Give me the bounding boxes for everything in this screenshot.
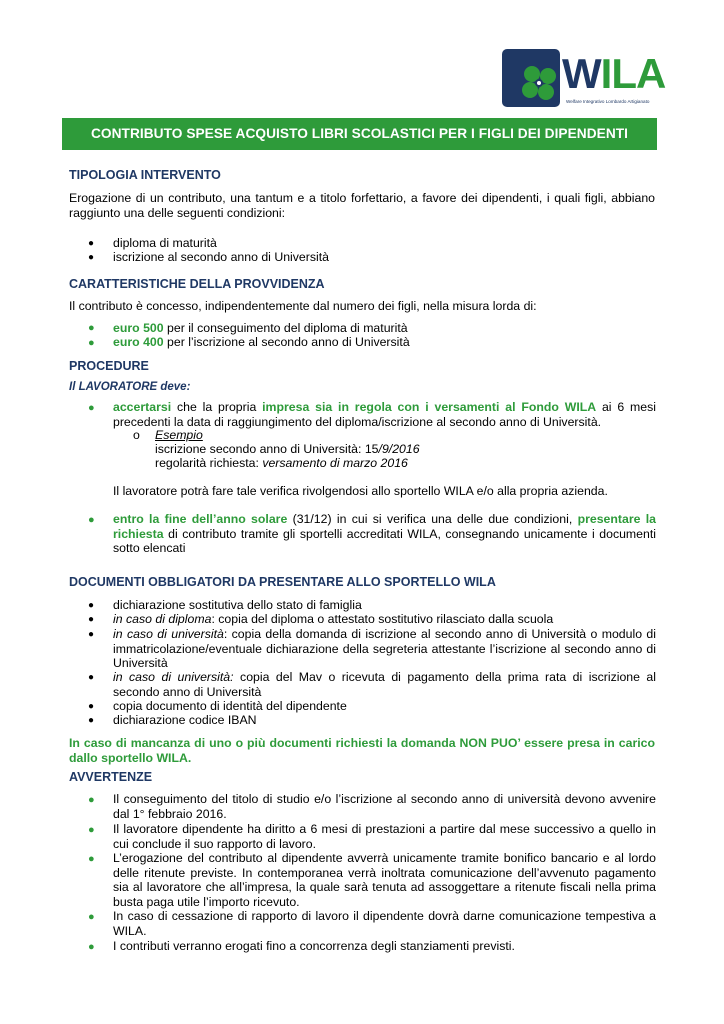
bullet-icon: ● xyxy=(88,600,95,611)
bullet-icon: ● xyxy=(88,911,95,923)
bullet-icon: ● xyxy=(88,252,95,263)
list-item: Il conseguimento del titolo di studio e/o l’iscrizione al secondo anno di università devono avvenire dal 1° febbraio 2016. xyxy=(113,792,656,821)
logo-tagline: Welfare Integrativo Lombardo Artigianato xyxy=(566,99,650,104)
documenti-warning: In caso di mancanza di uno o più documenti richiesti la domanda NON PUO’ essere presa in carico dallo sportello WILA. xyxy=(69,736,655,765)
example-label: Esempio xyxy=(155,428,203,442)
page-title: CONTRIBUTO SPESE ACQUISTO LIBRI SCOLASTICI PER I FIGLI DEI DIPENDENTI xyxy=(62,118,657,150)
list-item: L’erogazione del contributo al dipendente avverrà unicamente tramite bonifico bancario e al lordo delle ritenute previste. In contemporanea verrà inoltrata comunicazione dell’avvenuto pagamento sia al lavoratore che all’impresa, la quale sarà tenuta ad assoggettare a ritenute fiscali nella prima busta paga utile l’importo ricevuto. xyxy=(113,851,656,909)
bullet-icon: ● xyxy=(88,322,95,334)
list-item: in caso di università: copia del Mav o ricevuta di pagamento della prima rata di iscrizione al secondo anno di Università xyxy=(113,670,657,699)
bullet-icon: ● xyxy=(88,701,95,712)
list-item: I contributi verranno erogati fino a concorrenza degli stanziamenti previsti. xyxy=(113,939,515,953)
list-item: Il lavoratore dipendente ha diritto a 6 mesi di prestazioni a partire dal mese successivo a quello in cui conclude il suo rapporto di lavoro. xyxy=(113,822,656,851)
sub-bullet-icon: o xyxy=(133,428,140,442)
bullet-icon: ● xyxy=(88,514,95,526)
clover-icon xyxy=(518,64,566,106)
heading-avvertenze: AVVERTENZE xyxy=(69,770,153,784)
heading-procedure: PROCEDURE xyxy=(69,359,149,373)
list-item: iscrizione al secondo anno di Università xyxy=(113,250,329,264)
list-item: In caso di cessazione di rapporto di lavoro il dipendente dovrà darne comunicazione tempestiva a WILA. xyxy=(113,909,656,938)
bullet-icon: ● xyxy=(88,853,95,865)
bullet-icon: ● xyxy=(88,337,95,349)
bullet-icon: ● xyxy=(88,824,95,836)
list-item: dichiarazione codice IBAN xyxy=(113,713,257,727)
bullet-icon: ● xyxy=(88,941,95,953)
heading-documenti: DOCUMENTI OBBLIGATORI DA PRESENTARE ALLO SPORTELLO WILA xyxy=(69,575,496,589)
list-item: in caso di diploma: copia del diploma o attestato sostitutivo rilasciato dalla scuola xyxy=(113,612,554,626)
bullet-icon: ● xyxy=(88,614,95,625)
bullet-icon: ● xyxy=(88,629,95,640)
list-item: euro 500 per il conseguimento del diploma di maturità xyxy=(113,321,408,335)
bullet-icon: ● xyxy=(88,402,95,414)
bullet-icon: ● xyxy=(88,715,95,726)
caratteristiche-text: Il contributo è concesso, indipendentemente dal numero dei figli, nella misura lorda di: xyxy=(69,299,537,313)
heading-tipologia: TIPOLOGIA INTERVENTO xyxy=(69,168,221,182)
list-item: diploma di maturità xyxy=(113,236,217,250)
procedure-subheading: Il LAVORATORE deve: xyxy=(69,381,191,393)
wila-logo xyxy=(500,47,666,109)
bullet-icon: ● xyxy=(88,794,95,806)
list-item: euro 400 per l’iscrizione al secondo anno di Università xyxy=(113,335,410,349)
list-item: in caso di università: copia della domanda di iscrizione al secondo anno di Università o modulo di immatricolazione/eventuale dichiarazione della segreteria attestante l’iscrizione al secondo anno di Università xyxy=(113,627,656,671)
procedure-note: Il lavoratore potrà fare tale verifica rivolgendosi allo sportello WILA e/o alla propria azienda. xyxy=(113,484,608,498)
logo-wordmark: WILA xyxy=(562,50,666,97)
bullet-icon: ● xyxy=(88,672,95,683)
list-item: entro la fine dell’anno solare (31/12) in cui si verifica una delle due condizioni, presentare la richiesta di contributo tramite gli sportelli accreditati WILA, consegnando unicamente i documenti sotto elencati xyxy=(113,512,657,556)
list-item: accertarsi che la propria impresa sia in regola con i versamenti al Fondo WILA ai 6 mesi precedenti la data di raggiungimento del diploma/iscrizione al secondo anno di Università. xyxy=(113,400,657,429)
tipologia-text: Erogazione di un contributo, una tantum e a titolo forfettario, a favore dei dipendenti, i quali figli, abbiano raggiunto una delle seguenti condizioni: xyxy=(69,191,655,220)
heading-caratteristiche: CARATTERISTICHE DELLA PROVVIDENZA xyxy=(69,277,325,291)
example-line-2: regolarità richiesta: versamento di marzo 2016 xyxy=(155,456,408,470)
list-item: dichiarazione sostitutiva dello stato di famiglia xyxy=(113,598,362,612)
example-line-1: iscrizione secondo anno di Università: 15/9/2016 xyxy=(155,442,420,456)
bullet-icon: ● xyxy=(88,238,95,249)
list-item: copia documento di identità del dipendente xyxy=(113,699,347,713)
